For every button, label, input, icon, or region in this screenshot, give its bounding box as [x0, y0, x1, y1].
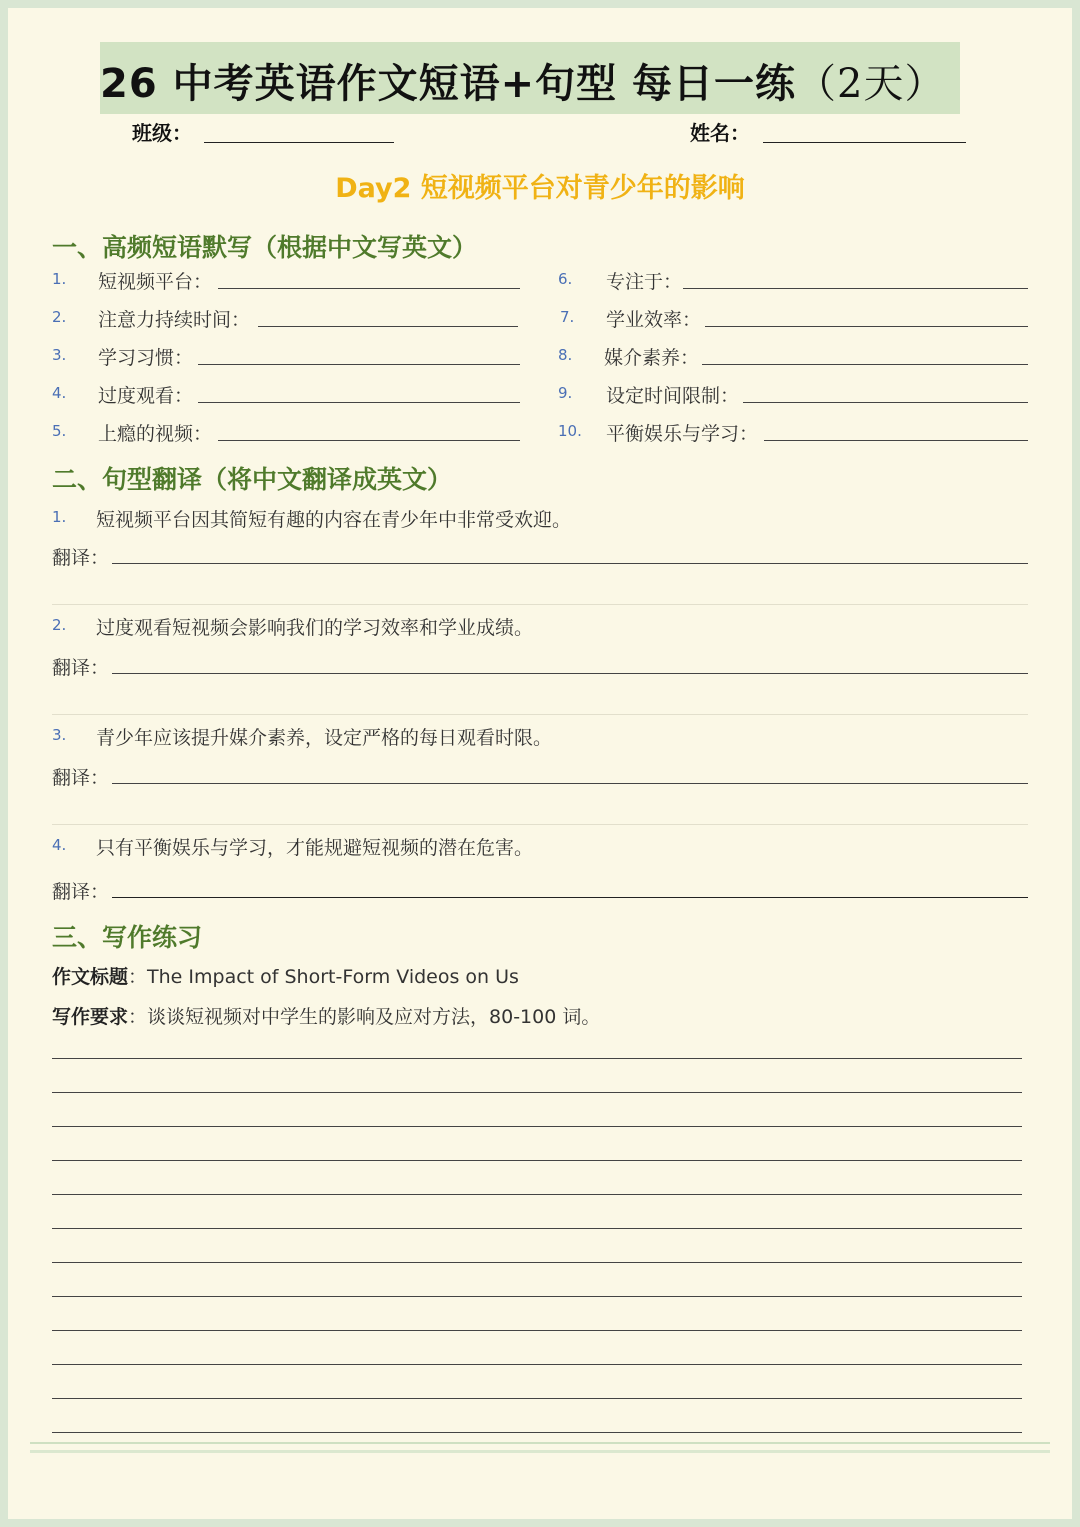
- item-number: 6.: [558, 270, 573, 288]
- writing-line[interactable]: [52, 1160, 1022, 1161]
- sentence-prompt: 只有平衡娱乐与学习，才能规避短视频的潜在危害。: [96, 837, 534, 859]
- translate-label: 翻译：: [52, 547, 110, 569]
- answer-line[interactable]: [683, 288, 1028, 289]
- essay-topic: [52, 962, 519, 989]
- divider: [52, 714, 1028, 715]
- divider: [52, 824, 1028, 825]
- answer-line[interactable]: [198, 402, 520, 403]
- page-title: [100, 52, 960, 109]
- sentence-prompt: 青少年应该提升媒介素养，设定严格的每日观看时限。: [96, 727, 553, 749]
- item-number: 7.: [560, 308, 575, 326]
- item-number: 2.: [52, 308, 67, 326]
- section3-heading: 三、写作练习: [52, 923, 203, 952]
- sentence-prompt: 短视频平台因其简短有趣的内容在青少年中非常受欢迎。: [96, 509, 572, 531]
- essay-requirement-label: 写作要求: [52, 1006, 129, 1028]
- translation-answer-line[interactable]: [112, 563, 1028, 564]
- item-number: 2.: [52, 616, 67, 634]
- section2-heading: 二、句型翻译（将中文翻译成英文）: [52, 465, 453, 494]
- sentence-prompt: 过度观看短视频会影响我们的学习效率和学业成绩。: [96, 617, 534, 639]
- phrase-prompt: 学习习惯：: [98, 347, 194, 369]
- phrase-prompt: 学业效率：: [606, 309, 702, 331]
- translate-label: 翻译：: [52, 767, 110, 789]
- phrase-prompt: 媒介素养：: [604, 347, 700, 369]
- name-input-line[interactable]: [763, 142, 966, 143]
- phrase-prompt: 注意力持续时间：: [98, 309, 251, 331]
- translation-answer-line[interactable]: [112, 673, 1028, 674]
- phrase-prompt: 上瘾的视频：: [98, 423, 213, 445]
- name-label: 姓名：: [690, 121, 750, 145]
- section1-heading: 一、高频短语默写（根据中文写英文）: [52, 233, 478, 262]
- translate-label: 翻译：: [52, 881, 110, 903]
- title-main: 26 中考英语作文短语+句型 每日一练: [100, 61, 797, 107]
- phrase-prompt: 平衡娱乐与学习：: [606, 423, 759, 445]
- phrase-prompt: 短视频平台：: [98, 271, 213, 293]
- essay-requirement: [52, 1002, 600, 1029]
- essay-requirement-value: ：谈谈短视频对中学生的影响及应对方法，80-100 词。: [128, 1006, 601, 1028]
- answer-line[interactable]: [198, 364, 520, 365]
- title-suffix: （2天）: [796, 61, 946, 107]
- footer-rule: [30, 1442, 1050, 1444]
- item-number: 10.: [558, 422, 582, 440]
- writing-line[interactable]: [52, 1126, 1022, 1127]
- item-number: 5.: [52, 422, 67, 440]
- item-number: 9.: [558, 384, 573, 402]
- writing-line[interactable]: [52, 1398, 1022, 1399]
- item-number: 4.: [52, 384, 67, 402]
- answer-line[interactable]: [218, 288, 520, 289]
- writing-line[interactable]: [52, 1262, 1022, 1263]
- item-number: 3.: [52, 726, 67, 744]
- writing-line[interactable]: [52, 1092, 1022, 1093]
- writing-line[interactable]: [52, 1432, 1022, 1433]
- writing-line[interactable]: [52, 1228, 1022, 1229]
- divider: [52, 604, 1028, 605]
- translation-answer-line[interactable]: [112, 897, 1028, 898]
- item-number: 1.: [52, 508, 67, 526]
- writing-line[interactable]: [52, 1330, 1022, 1331]
- item-number: 4.: [52, 836, 67, 854]
- writing-line[interactable]: [52, 1194, 1022, 1195]
- answer-line[interactable]: [764, 440, 1028, 441]
- item-number: 3.: [52, 346, 67, 364]
- day-subtitle: Day2 短视频平台对青少年的影响: [335, 173, 745, 204]
- writing-line[interactable]: [52, 1058, 1022, 1059]
- class-label: 班级：: [132, 121, 192, 145]
- answer-line[interactable]: [743, 402, 1028, 403]
- writing-line[interactable]: [52, 1364, 1022, 1365]
- answer-line[interactable]: [702, 364, 1028, 365]
- answer-line[interactable]: [218, 440, 520, 441]
- essay-topic-value: ：The Impact of Short-Form Videos on Us: [128, 966, 519, 988]
- answer-line[interactable]: [258, 326, 518, 327]
- phrase-prompt: 过度观看：: [98, 385, 194, 407]
- item-number: 8.: [558, 346, 573, 364]
- translation-answer-line[interactable]: [112, 783, 1028, 784]
- class-input-line[interactable]: [204, 142, 394, 143]
- essay-topic-label: 作文标题: [52, 966, 129, 988]
- writing-line[interactable]: [52, 1296, 1022, 1297]
- translate-label: 翻译：: [52, 657, 110, 679]
- phrase-prompt: 专注于：: [606, 271, 683, 293]
- footer-rule: [30, 1450, 1050, 1453]
- phrase-prompt: 设定时间限制：: [606, 385, 740, 407]
- answer-line[interactable]: [705, 326, 1028, 327]
- item-number: 1.: [52, 270, 67, 288]
